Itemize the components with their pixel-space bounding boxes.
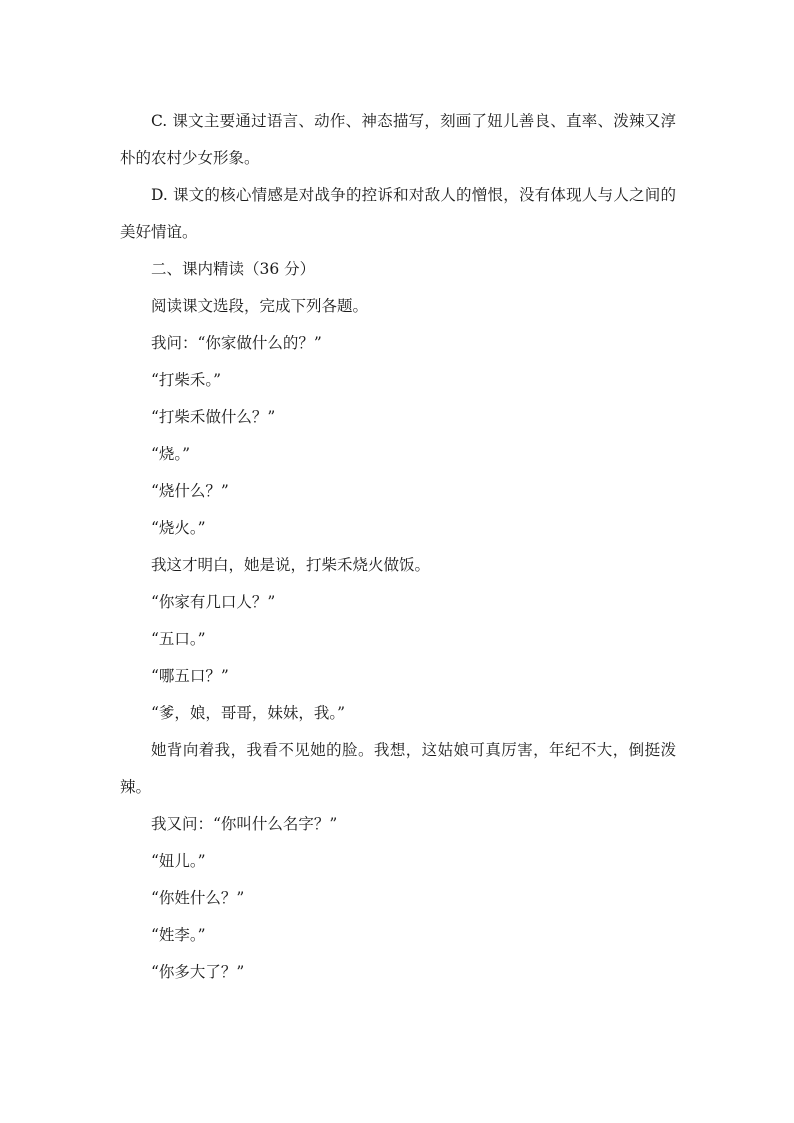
document-body	[120, 103, 676, 991]
narration-paragraph: 我这才明白，她是说，打柴禾烧火做饭。	[151, 556, 431, 574]
instruction-paragraph: 阅读课文选段，完成下列各题。	[151, 297, 369, 315]
dialogue-line: “打柴禾。”	[151, 371, 222, 389]
dialogue-line: “你多大了？”	[151, 963, 245, 981]
dialogue-line: “五口。”	[151, 630, 206, 648]
section-heading: 二、课内精读（36 分）	[151, 260, 316, 278]
dialogue-line: “你家有几口人？”	[151, 593, 276, 611]
dialogue-line: “烧。”	[151, 445, 191, 463]
dialogue-line: 我又问：“你叫什么名字？”	[151, 815, 338, 833]
dialogue-line: “打柴禾做什么？”	[151, 408, 276, 426]
dialogue-line: “烧什么？”	[151, 482, 229, 500]
option-d-paragraph: D. 课文的核心情感是对战争的控诉和对敌人的憎恨，没有体现人与人之间的美好情谊。	[120, 186, 676, 241]
option-c-paragraph: C. 课文主要通过语言、动作、神态描写，刻画了妞儿善良、直率、泼辣又淳朴的农村少女形象。	[120, 112, 676, 167]
dialogue-line: “妞儿。”	[151, 852, 206, 870]
dialogue-line: “爹，娘，哥哥，妹妹，我。”	[151, 704, 346, 722]
dialogue-line: “烧火。”	[151, 519, 206, 537]
dialogue-line: “哪五口？”	[151, 667, 229, 685]
narration-paragraph: 她背向着我，我看不见她的脸。我想，这姑娘可真厉害，年纪不大，倒挺泼辣。	[120, 741, 676, 796]
dialogue-line: 我问：“你家做什么的？”	[151, 334, 322, 352]
dialogue-line: “姓李。”	[151, 926, 206, 944]
dialogue-line: “你姓什么？”	[151, 889, 245, 907]
